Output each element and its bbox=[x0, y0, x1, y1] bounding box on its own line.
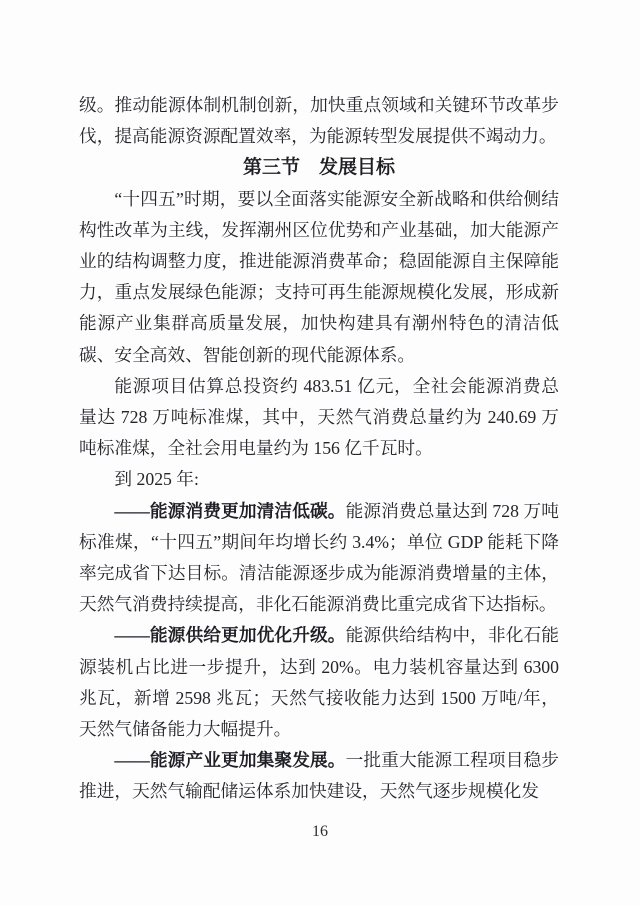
goal-consumption-lead: ——能源消费更加清洁低碳。 bbox=[114, 500, 346, 521]
paragraph-continuation: 级。推动能源体制机制创新，加快重点领域和关键环节改革步伐，提高能源资源配置效率，为能源转型发展提供不竭动力。 bbox=[79, 95, 559, 147]
goal-industry-text: 一批重大能源工程项目稳步推进，天然气输配储运体系加快建设，天然气逐步规模化发 bbox=[79, 750, 559, 802]
goal-industry-lead: ——能源产业更加集聚发展。 bbox=[114, 750, 346, 771]
paragraph-goal-supply bbox=[79, 620, 559, 745]
paragraph-goal-consumption bbox=[79, 496, 559, 621]
goal-supply-lead: ——能源供给更加优化升级。 bbox=[114, 625, 346, 646]
goal-supply-text: 能源供给结构中，非化石能源装机占比进一步提升，达到 20%。电力装机容量达到 6300 兆瓦，新增 2598 兆瓦；天然气接收能力达到 1500 万吨/年，天然气储备能力大幅提升。 bbox=[79, 625, 559, 740]
section-heading: 第三节 发展目标 bbox=[242, 157, 395, 179]
paragraph-overview: “十四五”时期，要以全面落实能源安全新战略和供给侧结构性改革为主线，发挥潮州区位优势和产业基础，加大能源产业的结构调整力度，推进能源消费革命；稳固能源自主保障能力，重点发展绿色能源；支持可再生能源规模化发展，形成新能源产业集群高质量发展，加快构建具有潮州特色的清洁低碳、安全高效、智能创新的现代能源体系。 bbox=[79, 188, 559, 365]
goal-consumption-text: 能源消费总量达到 728 万吨标准煤，“十四五”期间年均增长约 3.4%；单位 GDP 能耗下降率完成省下达目标。清洁能源逐步成为能源消费增量的主体，天然气消费持续提高，非化石能源消费比重完成省下达指标。 bbox=[79, 500, 559, 615]
page-number: 16 bbox=[312, 823, 328, 840]
paragraph-investment: 能源项目估算总投资约 483.51 亿元，全社会能源消费总量达 728 万吨标准煤，其中，天然气消费总量约为 240.69 万吨标准煤，全社会用电量约为 156 亿千瓦时。 bbox=[79, 375, 559, 459]
paragraph-goal-industry bbox=[79, 745, 559, 807]
paragraph-target-year: 到 2025 年: bbox=[114, 469, 199, 490]
page-body bbox=[79, 90, 559, 808]
